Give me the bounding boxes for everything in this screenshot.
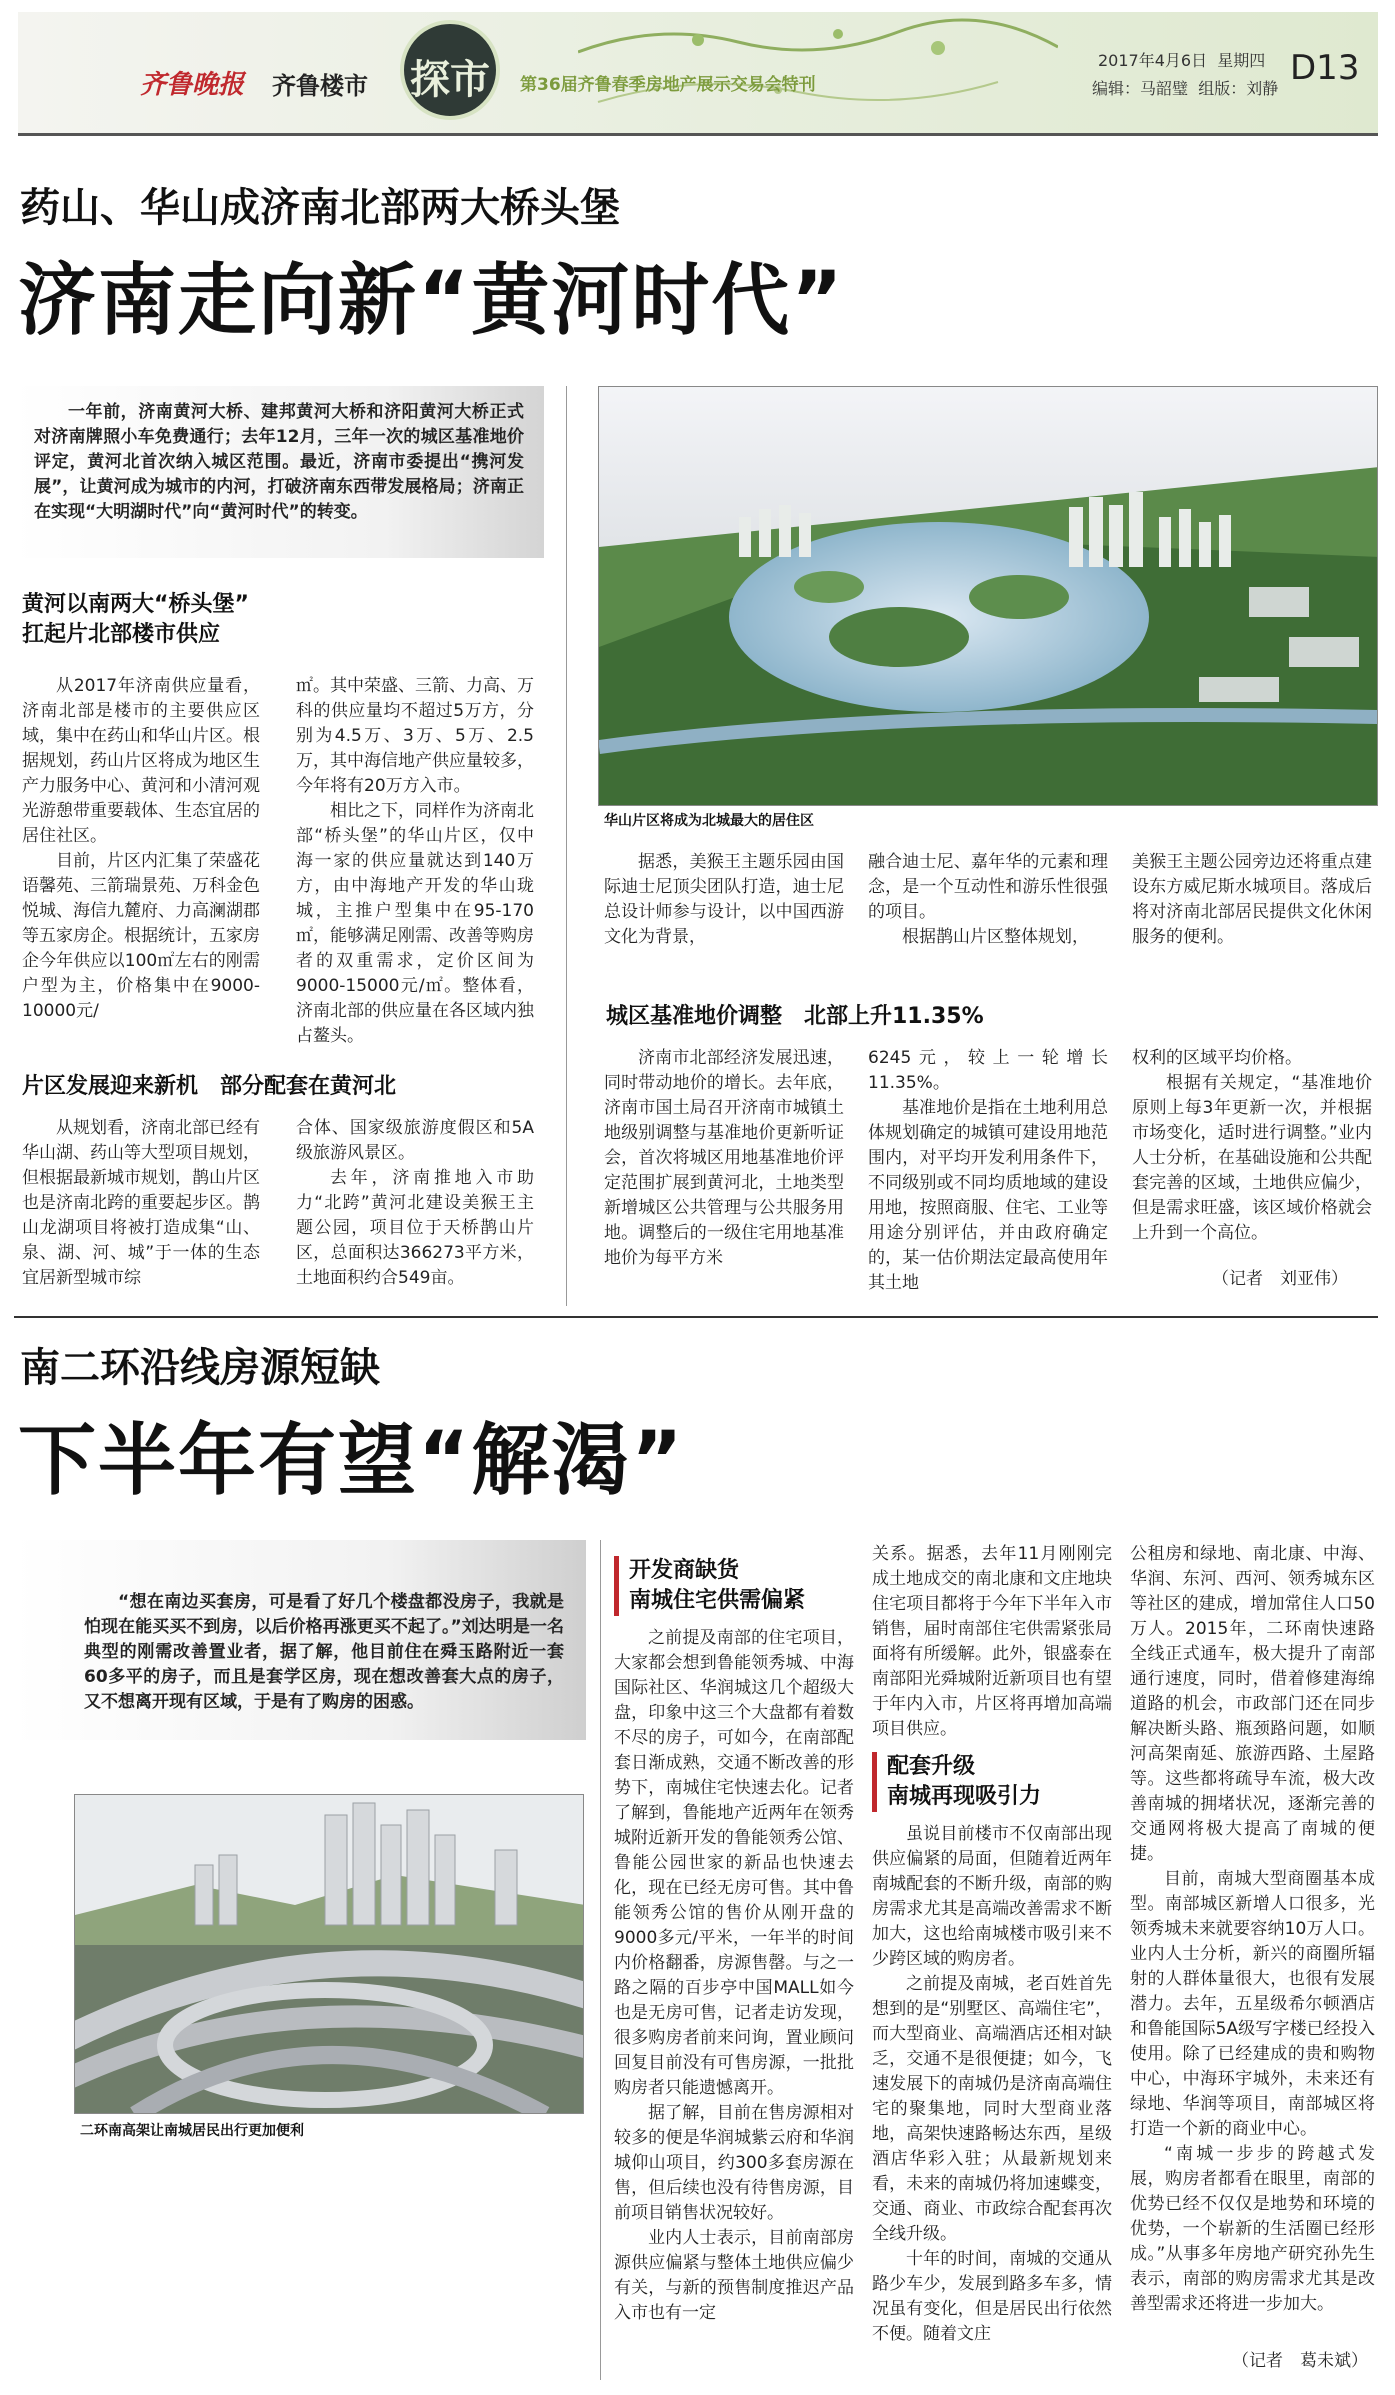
aerial-photo-caption: 华山片区将成为北城最大的居住区	[604, 813, 814, 829]
article2-subhead-1-line2: 南城住宅供需偏紧	[629, 1588, 806, 1613]
paragraph: 据了解，目前在售房源相对较多的便是华润城紫云府和华润城仰山项目，约300多套房源在售，但后续也没有待售房源，目前项目销售状况较好。	[614, 2103, 854, 2223]
editor-text: 编辑：马韶璧	[1092, 79, 1189, 98]
paragraph: 十年的时间，南城的交通从路少车少，发展到路多车多，情况虽有变化，但是居民出行依然不便。随着文庄	[872, 2249, 1112, 2344]
article2-headline: 下半年有望“解渴”	[18, 1416, 685, 1506]
article2-subhead-2	[872, 1752, 1112, 1812]
paragraph: 虽说目前楼市不仅南部出现供应偏紧的局面，但随着近两年南城配套的不断升级，南部的购房需求尤其是高端改善需求不断加大，这也给南城楼市吸引来不少跨区域的购房者。	[872, 1824, 1112, 1969]
overpass-photo	[74, 1794, 584, 2114]
paragraph: 根据鹊山片区整体规划，	[902, 927, 1089, 947]
article1-subhead-1-line1: 黄河以南两大“桥头堡”	[22, 592, 249, 617]
article2-col2	[872, 1542, 1112, 1742]
paragraph: 权利的区域平均价格。	[1132, 1048, 1302, 1068]
paragraph: 之前提及南城，老百姓首先想到的是“别墅区、高端住宅”，而大型商业、高端酒店还相对缺乏，交通不是很便捷；如今，飞速发展下的南城仍是济南高端住宅的聚集地，同时大型商业落地，高架快速路畅达东西，星级酒店华彩入驻；从最新规划来看，未来的南城仍将加速蝶变，交通、商业、市政综合配套再次全线升级。	[872, 1974, 1112, 2244]
article2-lead-box	[14, 1540, 586, 1740]
article1-col3	[604, 850, 844, 950]
paragraph: 相比之下，同样作为济南北部“桥头堡”的华山片区，仅中海一家的供应量就达到140万方，由中海地产开发的华山珑城，主推户型集中在95-170㎡，能够满足刚需、改善等购房者的双重需求，定价区间为9000-15000元/㎡。整体看，济南北部的供应量在各区域内独占鳌头。	[296, 801, 534, 1046]
article2-subhead-1	[614, 1556, 854, 1616]
article1-col3b	[604, 1046, 844, 1271]
paragraph: 6245元，较上一轮增长11.35%。	[868, 1048, 1108, 1093]
column-divider	[566, 386, 567, 1306]
paragraph: 关系。据悉，去年11月刚刚完成土地成交的南北康和文庄地块住宅项目都将于今年下半年入市销售，届时南部住宅供需紧张局面将有所缓解。此外，银盛泰在南部阳光舜城附近新项目也有望于年内入市，片区将再增加高端项目供应。	[872, 1544, 1112, 1739]
article2-kicker: 南二环沿线房源短缺	[20, 1345, 380, 1391]
article1-lead-box	[14, 386, 544, 558]
article2-subhead-2-line2: 南城再现吸引力	[887, 1784, 1042, 1809]
article1-col5	[1132, 850, 1372, 950]
article1-subhead-1	[22, 590, 522, 650]
article1-col4	[868, 850, 1108, 950]
paragraph: 从2017年济南供应量看，济南北部是楼市的主要供应区域，集中在药山和华山片区。根据规划，药山片区将成为地区生产力服务中心、黄河和小清河观光游憩带重要载体、生态宜居的居住社区。	[22, 676, 260, 846]
page-number: D13	[1290, 48, 1360, 88]
article2-lead: “想在南边买套房，可是看了好几个楼盘都没房子，我就是怕现在能买买不到房，以后价格再涨更买不起了。”刘达明是一名典型的刚需改善置业者，据了解，他目前住在舜玉路附近一套60多平的房子，而且是套学区房，现在想改善套大点的房子，又不想离开现有区域，于是有了购房的困惑。	[84, 1592, 564, 1712]
article1-subhead-3: 城区基准地价调整 北部上升11.35%	[606, 1004, 984, 1029]
aerial-photo-huashan	[598, 386, 1378, 806]
column-divider	[600, 1540, 601, 2380]
aerial-photo-illustration	[599, 387, 1378, 806]
overpass-photo-illustration	[75, 1795, 584, 2114]
article1-byline: （记者 刘亚伟）	[1212, 1269, 1348, 1289]
article1-kicker: 药山、华山成济南北部两大桥头堡	[20, 185, 620, 231]
article1-col5b	[1132, 1046, 1372, 1246]
article2-col2b	[872, 1822, 1112, 2347]
paragraph: 业内人士表示，目前南部房源供应偏紧与整体土地供应偏少有关，与新的预售制度推迟产品入市也有一定	[614, 2228, 854, 2323]
paragraph: 济南市北部经济发展迅速，同时带动地价的增长。去年底，济南市国土局召开济南市城镇土地级别调整与基准地价更新听证会，首次将城区用地基准地价评定范围扩展到黄河北，土地类型新增城区公共管理与公共服务用地。调整后的一级住宅用地基准地价为每平方米	[604, 1048, 844, 1268]
paragraph: 融合迪士尼、嘉年华的元素和理念，是一个互动性和游乐性很强的项目。	[868, 852, 1108, 922]
weekday-text: 星期四	[1217, 51, 1266, 70]
column-badge-label: 探市	[410, 57, 490, 103]
article1-col1	[22, 674, 260, 1024]
paragraph: 目前，片区内汇集了荣盛花语馨苑、三箭瑞景苑、万科金色悦城、海信九麓府、力高澜湖郡等五家房企。根据统计，五家房企今年供应以100㎡左右的刚需户型为主，价格集中在9000-10000元/	[22, 851, 260, 1021]
article2-subhead-1-line1: 开发商缺货	[629, 1558, 740, 1583]
paragraph: 从规划看，济南北部已经有华山湖、药山等大型项目规划，但根据最新城市规划，鹊山片区也是济南北跨的重要起步区。鹊山龙湖项目将被打造成集“山、泉、湖、河、城”于一体的生态宜居新型城市综	[22, 1118, 260, 1288]
paragraph: 根据有关规定，“基准地价原则上每3年更新一次，并根据市场变化，适时进行调整。”业内人士分析，在基础设施和公共配套完善的区域，土地供应偏少，但是需求旺盛，该区域价格就会上升到一个高位。	[1132, 1073, 1372, 1243]
paragraph: ㎡。其中荣盛、三箭、力高、万科的供应量均不超过5万方，分别为4.5万、3万、5万、2.5万，其中海信地产供应量较多，今年将有20万方入市。	[296, 676, 534, 796]
layout-text: 组版：刘静	[1198, 79, 1279, 98]
article2-subhead-2-line1: 配套升级	[887, 1754, 976, 1779]
article1-subhead-2: 片区发展迎来新机 部分配套在黄河北	[22, 1074, 397, 1099]
paragraph: 目前，南城大型商圈基本成型。南部城区新增人口很多，光领秀城未来就要容纳10万人口。业内人士分析，新兴的商圈所辐射的人群体量很大，也很有发展潜力。去年，五星级希尔顿酒店和鲁能国际5A级写字楼已经投入使用。除了已经建成的贵和购物中心，中海环宇城外，未来还有绿地、华润等项目，南部城区将打造一个新的商业中心。	[1130, 1869, 1375, 2139]
article2-col1	[614, 1626, 854, 2326]
paragraph: 基准地价是指在土地利用总体规划确定的城镇可建设用地范围内，对平均开发利用条件下，不同级别或不同均质地域的建设用地，按照商服、住宅、工业等用途分别评估，并由政府确定的，某一估价期法定最高使用年其土地	[868, 1098, 1108, 1293]
article1-lead: 一年前，济南黄河大桥、建邦黄河大桥和济阳黄河大桥正式对济南牌照小车免费通行；去年12月，三年一次的城区基准地价评定，黄河北首次纳入城区范围。最近，济南市委提出“携河发展”，让黄河成为城市的内河，打破济南东西带发展格局；济南正在实现“大明湖时代”向“黄河时代”的转变。	[34, 402, 524, 522]
article1-col1b	[22, 1116, 260, 1291]
paragraph: 去年，济南推地入市助力“北跨”黄河北建设美猴王主题公园，项目位于天桥鹊山片区，总面积达366273平方米，土地面积约合549亩。	[296, 1168, 534, 1288]
article-divider	[14, 1316, 1378, 1318]
article2-col3	[1130, 1542, 1375, 2317]
paragraph: 公租房和绿地、南北康、中海、华润、东河、西河、领秀城东区等社区的建成，增加常住人口50万人。2015年，二环南快速路全线正式通车，极大提升了南部通行速度，同时，借着修建海绵道路的机会，市政部门还在同步解决断头路、瓶颈路问题，如顺河高架南延、旅游西路、土屋路等。这些都将疏导车流，极大改善南城的拥堵状况，逐渐完善的交通网将极大提高了南城的便捷。	[1130, 1544, 1375, 1864]
column-badge	[400, 20, 500, 120]
date-text: 2017年4月6日	[1098, 51, 1208, 70]
article1-col4b	[868, 1046, 1108, 1296]
paragraph: 合体、国家级旅游度假区和5A级旅游风景区。	[296, 1118, 534, 1163]
section-name: 齐鲁楼市	[272, 72, 368, 100]
article1-subhead-1-line2: 扛起片北部楼市供应	[22, 622, 221, 647]
paragraph: 之前提及南部的住宅项目，大家都会想到鲁能领秀城、中海国际社区、华润城这几个超级大盘，印象中这三个大盘都有着数不尽的房子，可如今，在南部配套日渐成熟，交通不断改善的形势下，南城住宅快速去化。记者了解到，鲁能地产近两年在领秀城附近新开发的鲁能领秀公馆、鲁能公园世家的新品也快速去化，现在已经无房可售。其中鲁能领秀公馆的售价从刚开盘的9000多元/平米，一年半的时间内价格翻番，房源售罄。与之一路之隔的百步亭中国MALL如今也是无房可售，记者走访发现，很多购房者前来问询，置业顾问回复目前没有可售房源，一批批购房者只能遗憾离开。	[614, 1628, 854, 2098]
article1-col2b	[296, 1116, 534, 1291]
article1-col2	[296, 674, 534, 1049]
paragraph: “南城一步步的跨越式发展，购房者都看在眼里，南部的优势已经不仅仅是地势和环境的优势，一个崭新的生活圈已经形成。”从事多年房地产研究孙先生表示，南部的购房需求尤其是改善型需求还将进一步加大。	[1130, 2144, 1375, 2314]
overpass-photo-caption: 二环南高架让南城居民出行更加便利	[80, 2123, 304, 2139]
paragraph: 美猴王主题公园旁边还将重点建设东方威尼斯水城项目。落成后将对济南北部居民提供文化休闲服务的便利。	[1132, 852, 1372, 947]
special-title: 第36届齐鲁春季房地产展示交易会特刊	[520, 75, 816, 95]
issue-date	[1098, 48, 1265, 71]
editor-credits	[1092, 76, 1278, 99]
paper-logo: 齐鲁晚报	[140, 70, 245, 100]
article1-headline: 济南走向新“黄河时代”	[18, 256, 845, 346]
paragraph: 据悉，美猴王主题乐园由国际迪士尼顶尖团队打造，迪士尼总设计师参与设计，以中国西游文化为背景，	[604, 852, 844, 947]
article2-byline: （记者 葛未斌）	[1232, 2351, 1368, 2371]
